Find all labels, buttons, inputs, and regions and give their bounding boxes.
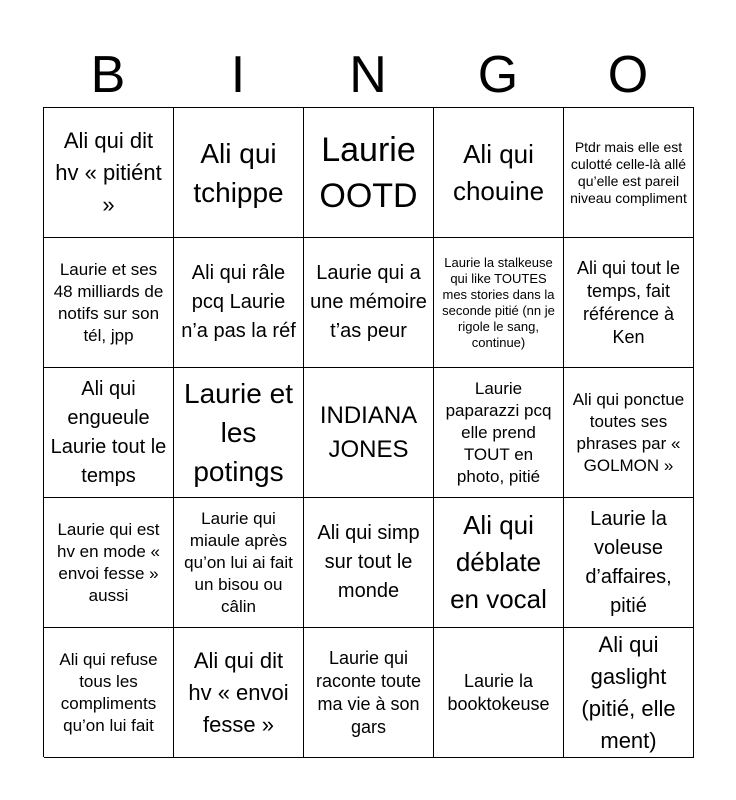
cell-text: Ali qui râle pcq Laurie n’a pas la réf xyxy=(181,262,296,342)
bingo-board xyxy=(43,107,694,757)
bingo-cell[interactable] xyxy=(304,628,434,758)
header-letter-b: B xyxy=(90,46,126,104)
cell-text: Ali qui ponctue toutes ses phrases par « GOLMON » xyxy=(572,389,685,475)
bingo-cell[interactable] xyxy=(434,108,564,238)
cell-text: Laurie la stalkeuse qui like TOUTES mes stories dans la seconde pitié (nn je rigole le sang, continue) xyxy=(442,254,555,350)
bingo-cell[interactable] xyxy=(304,238,434,368)
bingo-cell[interactable] xyxy=(44,238,174,368)
cell-text: Laurie la booktokeuse xyxy=(447,670,550,714)
header-letter-o: O xyxy=(607,46,649,104)
bingo-cell[interactable] xyxy=(174,108,304,238)
bingo-cell[interactable] xyxy=(434,498,564,628)
cell-text: Laurie et ses 48 milliards de notifs sur son tél, jpp xyxy=(53,259,164,345)
bingo-cell[interactable] xyxy=(434,368,564,498)
bingo-cell-free[interactable] xyxy=(304,368,434,498)
cell-text: Laurie paparazzi pcq elle prend TOUT en photo, pitié xyxy=(445,378,552,486)
bingo-cell[interactable] xyxy=(564,498,694,628)
cell-text: Ali qui chouine xyxy=(452,138,545,206)
bingo-cell[interactable] xyxy=(44,108,174,238)
header-letter-i: I xyxy=(230,46,246,104)
cell-text: Laurie qui miaule après qu’on lui ai fait un bisou ou câlin xyxy=(184,508,293,616)
bingo-cell[interactable] xyxy=(44,498,174,628)
cell-text: Laurie qui est hv en mode « envoi fesse » aussi xyxy=(56,519,160,605)
bingo-cell[interactable] xyxy=(174,628,304,758)
bingo-cell[interactable] xyxy=(44,368,174,498)
cell-text: Ptdr mais elle est culotté celle-là allé qu’elle est pareil niveau compliment xyxy=(570,138,687,206)
cell-text: Ali qui simp sur tout le monde xyxy=(317,522,420,602)
cell-text: INDIANA JONES xyxy=(319,401,418,463)
bingo-cell[interactable] xyxy=(564,108,694,238)
header-letter-g: G xyxy=(477,46,519,104)
cell-text: Laurie qui a une mémoire t’as peur xyxy=(310,262,427,342)
bingo-cell[interactable] xyxy=(304,498,434,628)
cell-text: Laurie et les potings xyxy=(184,378,293,487)
bingo-cell[interactable] xyxy=(174,498,304,628)
cell-text: Ali qui dit hv « envoi fesse » xyxy=(188,647,289,737)
cell-text: Laurie OOTD xyxy=(319,130,418,215)
cell-text: Ali qui engueule Laurie tout le temps xyxy=(50,377,167,487)
header-letter-n: N xyxy=(349,46,387,104)
bingo-header xyxy=(43,44,693,106)
bingo-cell[interactable] xyxy=(564,368,694,498)
bingo-cell[interactable] xyxy=(44,628,174,758)
cell-text: Ali qui tout le temps, fait référence à Ken xyxy=(576,257,681,347)
bingo-cell[interactable] xyxy=(564,628,694,758)
bingo-cell[interactable] xyxy=(564,238,694,368)
cell-text: Ali qui dit hv « pitiént » xyxy=(55,127,162,217)
cell-text: Laurie qui raconte toute ma vie à son gars xyxy=(315,647,422,737)
cell-text: Ali qui refuse tous les compliments qu’on lui fait xyxy=(59,649,158,735)
bingo-cell[interactable] xyxy=(434,628,564,758)
bingo-cell[interactable] xyxy=(434,238,564,368)
bingo-cell[interactable] xyxy=(304,108,434,238)
cell-text: Laurie la voleuse d’affaires, pitié xyxy=(585,507,672,617)
cell-text: Ali qui gaslight (pitié, elle ment) xyxy=(581,631,676,753)
cell-text: Ali qui déblate en vocal xyxy=(450,510,547,614)
bingo-cell[interactable] xyxy=(174,368,304,498)
bingo-cell[interactable] xyxy=(174,238,304,368)
cell-text: Ali qui tchippe xyxy=(193,137,284,208)
